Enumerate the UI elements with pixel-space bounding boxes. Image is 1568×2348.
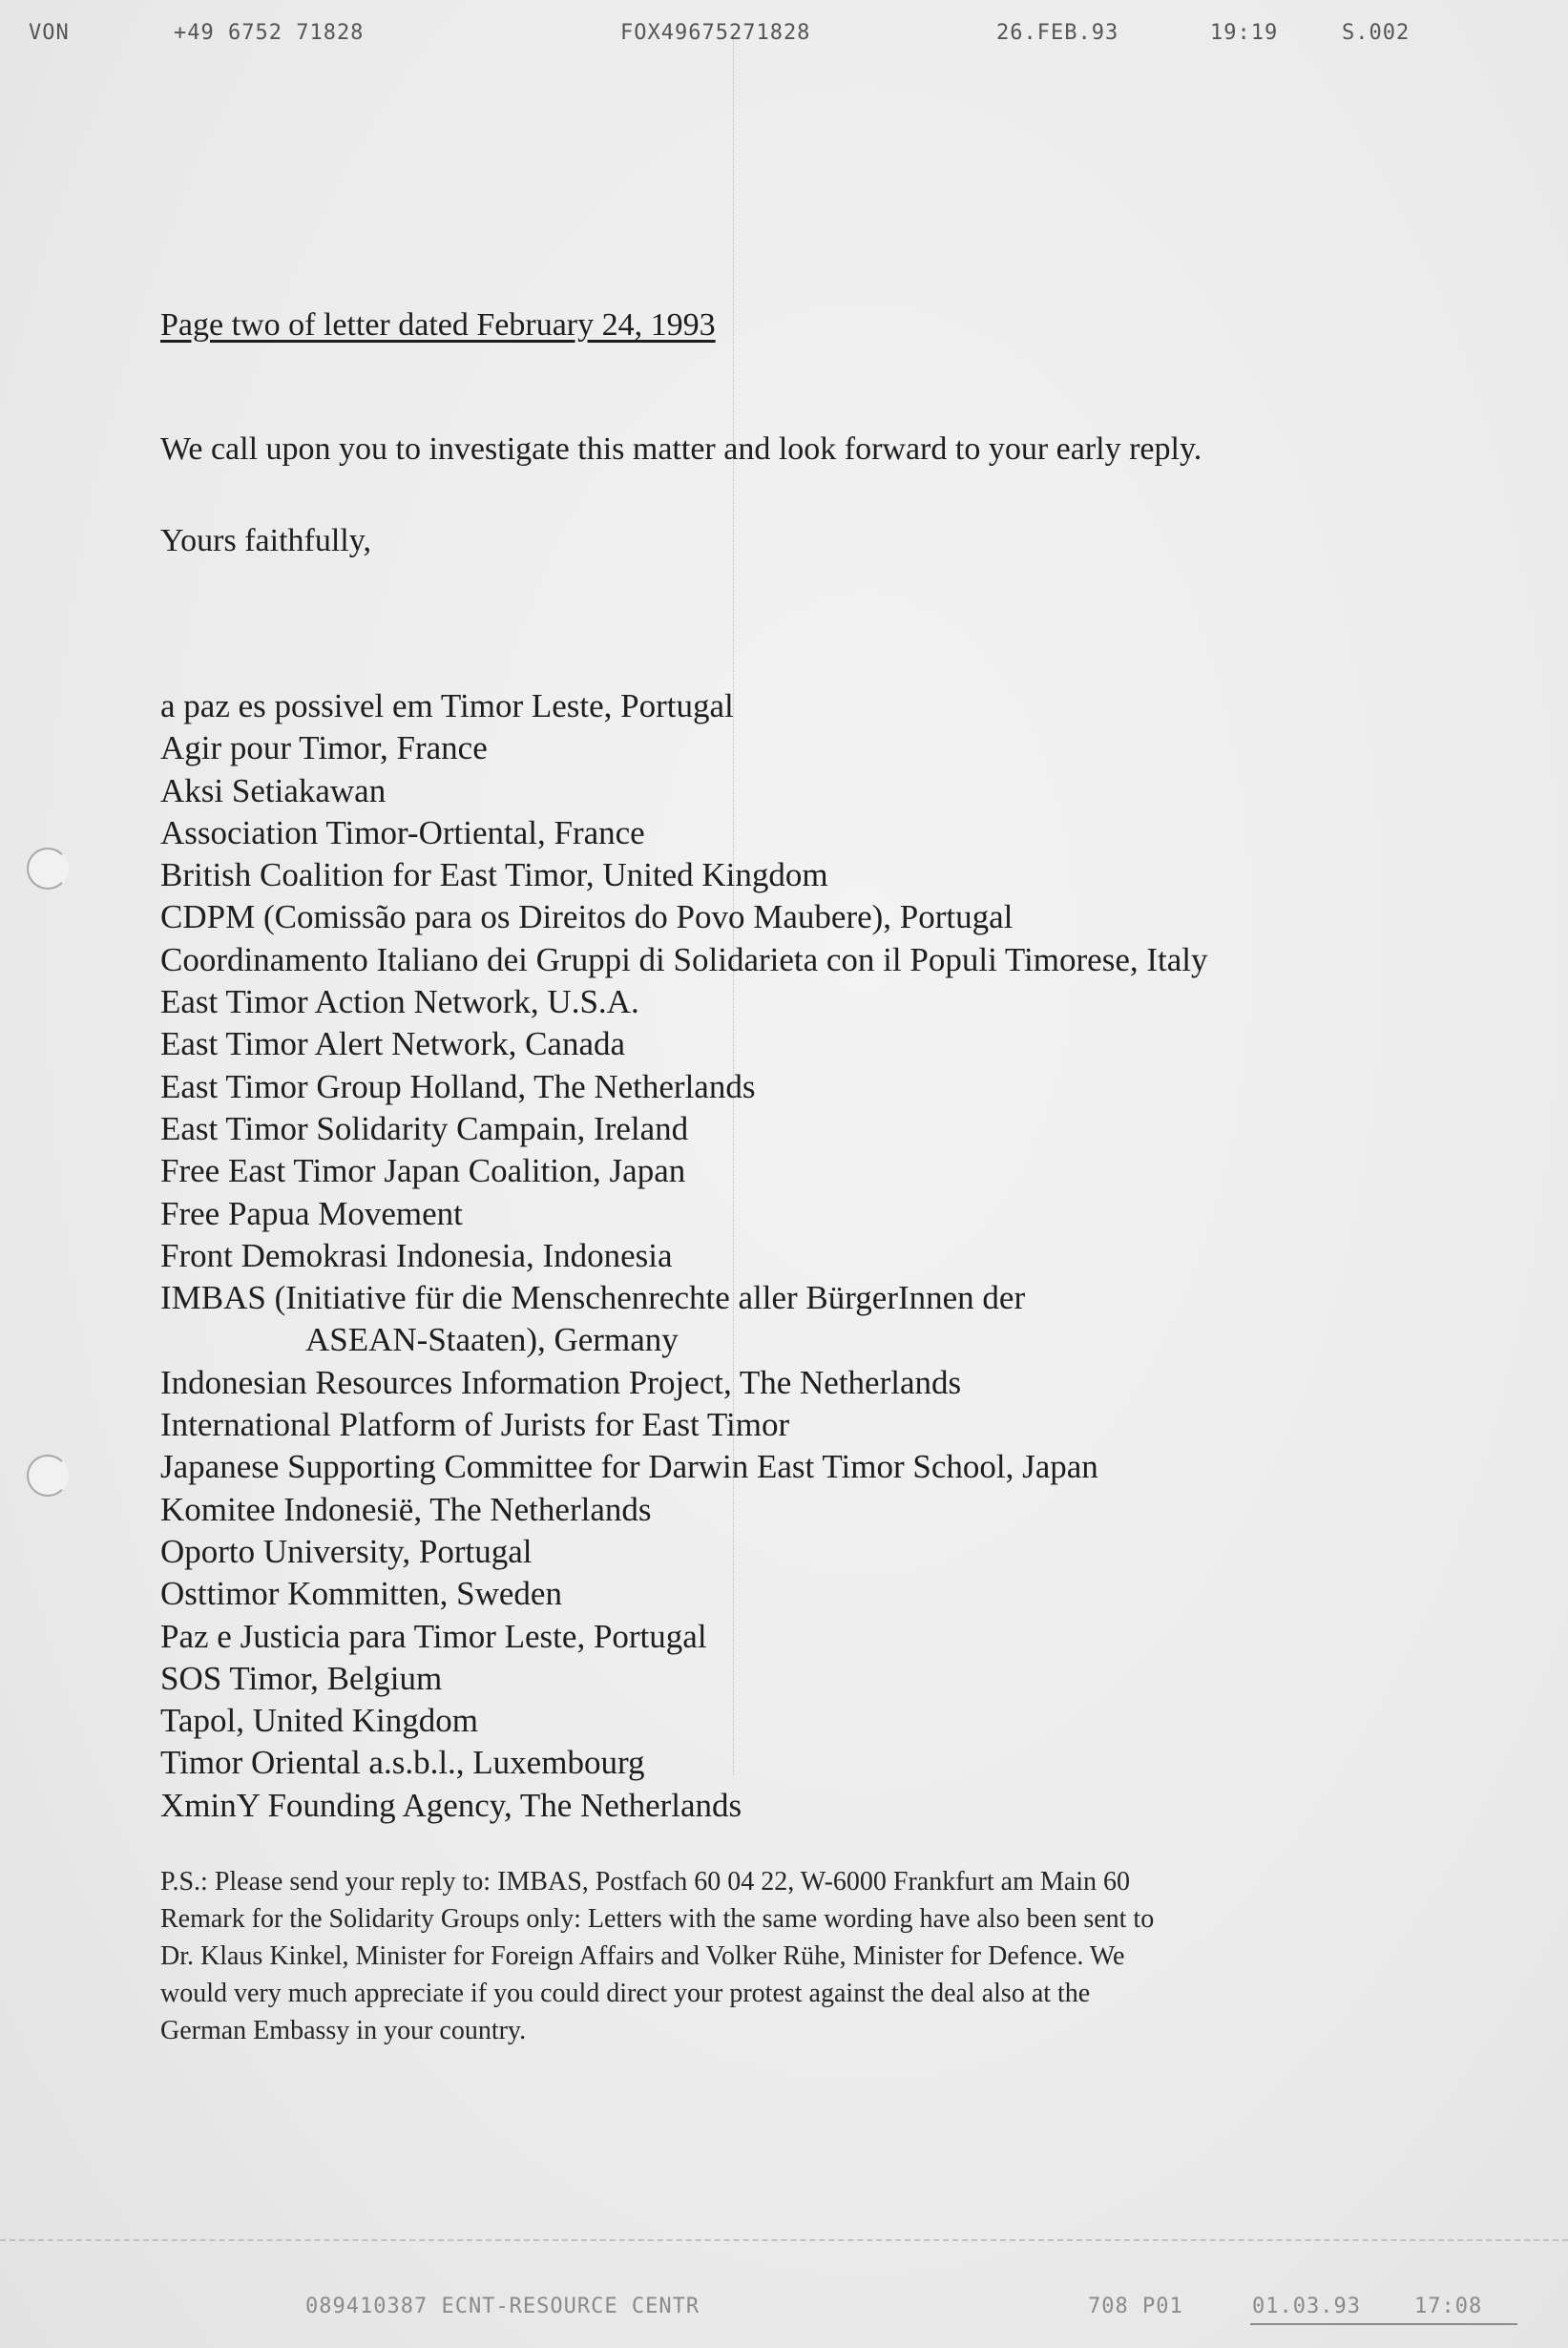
signatory-item: British Coalition for East Timor, United Kingdom (160, 856, 828, 894)
signatory-item: East Timor Action Network, U.S.A. (160, 983, 639, 1021)
signatory-list (160, 685, 1208, 1827)
punch-hole (27, 848, 69, 890)
signatory-item: International Platform of Jurists for East Timor (160, 1406, 790, 1444)
signatory-item: Oporto University, Portugal (160, 1532, 533, 1570)
postscript-line: German Embassy in your country. (160, 2016, 527, 2045)
postscript-line: Remark for the Solidarity Groups only: Letters with the same wording have also been sent to (160, 1904, 1155, 1934)
fax-header-page: S.002 (1342, 21, 1411, 45)
fax-footer-time: 17:08 (1414, 2295, 1483, 2318)
signatory-item: XminY Founding Agency, The Netherlands (160, 1786, 742, 1824)
signatory-item: Free Papua Movement (160, 1194, 463, 1232)
signatory-item: ASEAN-Staaten), Germany (305, 1321, 679, 1359)
fax-header-time: 19:19 (1210, 21, 1279, 45)
fax-header-fax-id: FOX49675271828 (620, 21, 811, 45)
signatory-item: Coordinamento Italiano dei Gruppi di Solidarieta con il Populi Timorese, Italy (160, 940, 1208, 978)
signatory-item: Paz e Justicia para Timor Leste, Portugal (160, 1617, 707, 1655)
signatory-item: Aksi Setiakawan (160, 771, 387, 809)
signatory-item: IMBAS (Initiative für die Menschenrechte aller BürgerInnen der (160, 1279, 1026, 1317)
signatory-item: East Timor Solidarity Campain, Ireland (160, 1109, 689, 1147)
signatory-item: Indonesian Resources Information Project, The Netherlands (160, 1363, 962, 1401)
signatory-item: Free East Timor Japan Coalition, Japan (160, 1152, 686, 1190)
fax-footer-date: 01.03.93 (1252, 2295, 1361, 2318)
fax-footer-page-code: 708 P01 (1088, 2295, 1183, 2318)
signatory-item: Timor Oriental a.s.b.l., Luxembourg (160, 1744, 645, 1782)
letter-heading: Page two of letter dated February 24, 1993 (160, 307, 716, 343)
fax-footer-sender: 089410387 ECNT-RESOURCE CENTR (305, 2295, 700, 2318)
postscript-line: P.S.: Please send your reply to: IMBAS, Postfach 60 04 22, W-6000 Frankfurt am Main 60 (160, 1867, 1130, 1897)
postscript (160, 1863, 1372, 2049)
letter-body: We call upon you to investigate this matter and look forward to your early reply. (160, 431, 1202, 467)
signatory-item: Japanese Supporting Committee for Darwin East Timor School, Japan (160, 1448, 1098, 1486)
signatory-item: CDPM (Comissão para os Direitos do Povo Maubere), Portugal (160, 898, 1014, 936)
postscript-line: would very much appreciate if you could direct your protest against the deal also at the (160, 1979, 1091, 2008)
footer-underline (1250, 2323, 1517, 2325)
signatory-item: Front Demokrasi Indonesia, Indonesia (160, 1236, 673, 1274)
postscript-line: Dr. Klaus Kinkel, Minister for Foreign Affairs and Volker Rühe, Minister for Defence. We (160, 1941, 1125, 1971)
fax-header-date: 26.FEB.93 (996, 21, 1119, 45)
letter-closing: Yours faithfully, (160, 523, 372, 558)
signatory-item: Komitee Indonesië, The Netherlands (160, 1490, 652, 1528)
fax-header-von: VON (29, 21, 70, 45)
signatory-item: East Timor Group Holland, The Netherlands (160, 1067, 756, 1105)
signatory-item: Osttimor Kommitten, Sweden (160, 1575, 562, 1613)
signatory-item: SOS Timor, Belgium (160, 1659, 443, 1697)
tear-line (0, 2239, 1568, 2241)
fax-header-phone: +49 6752 71828 (174, 21, 365, 45)
punch-hole (27, 1455, 69, 1497)
signatory-item: Tapol, United Kingdom (160, 1702, 478, 1740)
signatory-item: Association Timor-Ortiental, France (160, 813, 645, 851)
signatory-item: Agir pour Timor, France (160, 729, 488, 767)
signatory-item: East Timor Alert Network, Canada (160, 1025, 626, 1063)
signatory-item: a paz es possivel em Timor Leste, Portugal (160, 687, 734, 724)
